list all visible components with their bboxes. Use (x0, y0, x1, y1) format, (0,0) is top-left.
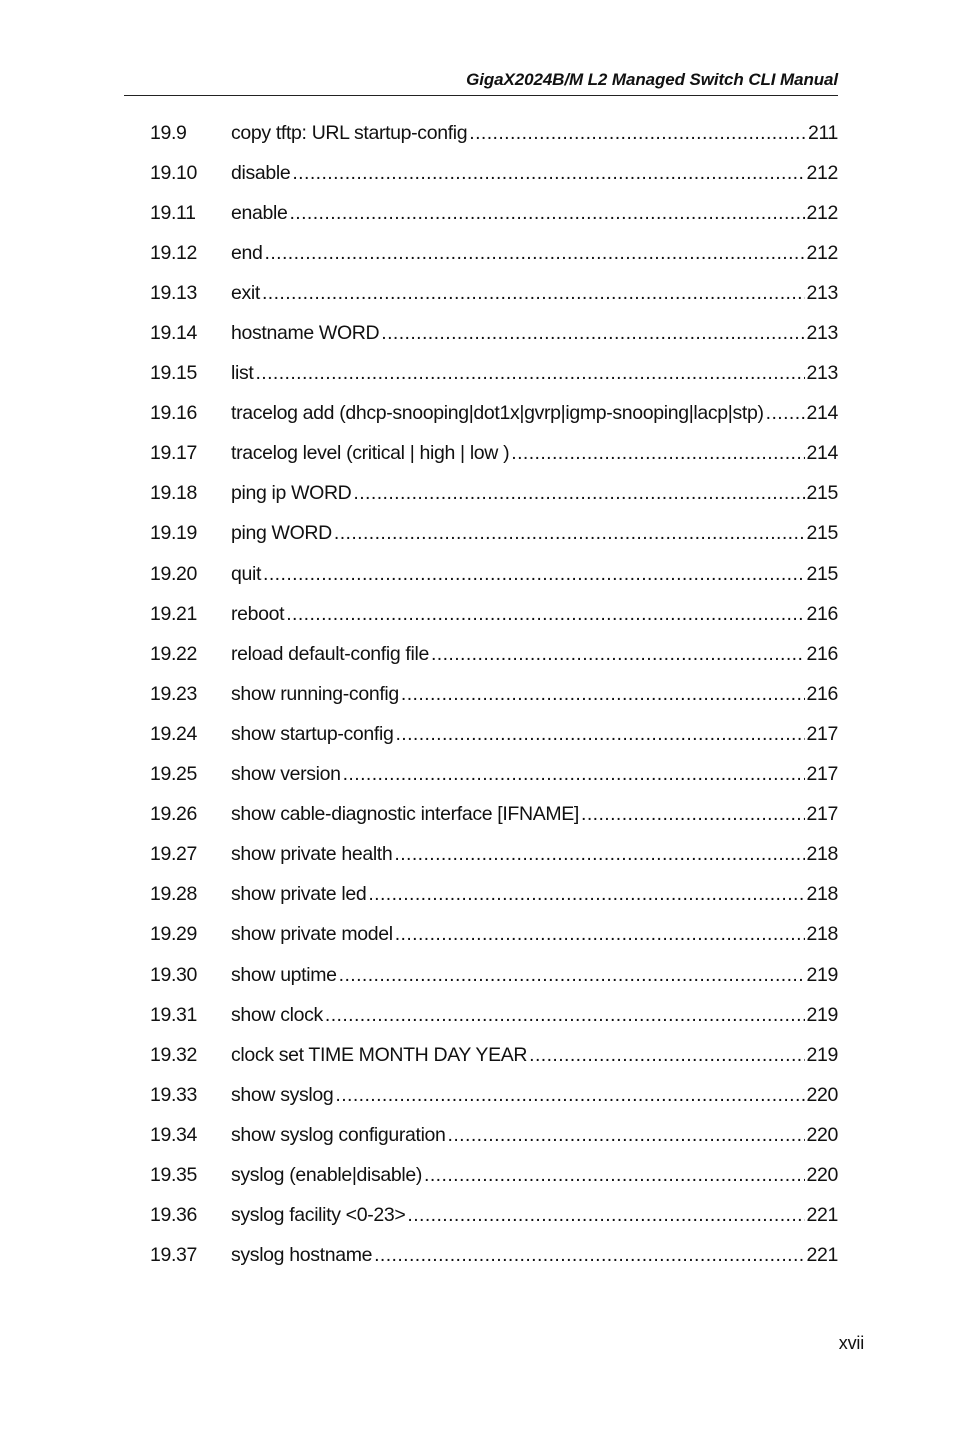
toc-dot-leader (368, 883, 804, 906)
toc-entry-number: 19.29 (150, 923, 198, 946)
toc-entry-page: 220 (806, 1123, 838, 1146)
toc-entry-page: 217 (806, 803, 838, 826)
toc-dot-leader (394, 843, 804, 866)
toc-entry-page: 215 (806, 562, 838, 585)
toc-entry-page: 215 (806, 482, 838, 505)
toc-entry-title: copy tftp: URL startup-config (231, 121, 468, 144)
toc-dot-leader (395, 723, 804, 746)
toc-dot-leader (334, 522, 805, 545)
toc-dot-leader (529, 1044, 804, 1067)
toc-entry-number: 19.25 (150, 763, 198, 786)
toc-dot-leader (265, 242, 805, 265)
toc-entry-page: 211 (807, 121, 838, 144)
toc-entry-number: 19.26 (150, 803, 198, 826)
toc-entry[interactable] (150, 835, 838, 875)
toc-entry-page: 216 (806, 682, 838, 705)
toc-entry-title: end (231, 241, 263, 264)
toc-dot-leader (353, 482, 804, 505)
toc-entry-number: 19.37 (150, 1244, 198, 1267)
toc-entry-page: 213 (806, 281, 838, 304)
toc-entry[interactable] (150, 915, 838, 955)
toc-entry-page: 213 (806, 322, 838, 345)
toc-entry-number: 19.28 (150, 883, 198, 906)
toc-dot-leader (292, 162, 804, 185)
toc-dot-leader (431, 643, 805, 666)
toc-entry-title: show private health (231, 843, 393, 866)
toc-entry[interactable] (150, 153, 838, 193)
toc-entry[interactable] (150, 875, 838, 915)
toc-entry[interactable] (150, 1035, 838, 1075)
toc-entry-page: 219 (806, 1043, 838, 1066)
toc-dot-leader (263, 563, 804, 586)
toc-entry-page: 217 (806, 722, 838, 745)
toc-entry[interactable] (150, 394, 838, 434)
toc-entry[interactable] (150, 1236, 838, 1276)
manual-title: GigaX2024B/M L2 Managed Switch CLI Manual (466, 70, 838, 89)
toc-entry-number: 19.15 (150, 362, 198, 385)
toc-dot-leader (448, 1124, 805, 1147)
toc-entry-title: tracelog level (critical | high | low ) (231, 442, 510, 465)
toc-entry-title: show uptime (231, 963, 337, 986)
toc-entry-title: show cable-diagnostic interface [IFNAME] (231, 803, 579, 826)
toc-entry-number: 19.21 (150, 602, 198, 625)
toc-dot-leader (424, 1164, 804, 1187)
toc-entry-title: tracelog add (dhcp-snooping|dot1x|gvrp|igmp-snooping|lacp|stp) (231, 402, 764, 425)
toc-entry-title: quit (231, 562, 262, 585)
toc-dot-leader (286, 603, 804, 626)
toc-dot-leader (343, 763, 805, 786)
toc-entry-page: 216 (806, 642, 838, 665)
toc-entry-page: 217 (806, 763, 838, 786)
toc-entry-page: 219 (806, 963, 838, 986)
toc-entry-title: show running-config (231, 682, 399, 705)
toc-entry[interactable] (150, 1115, 838, 1155)
toc-entry[interactable] (150, 113, 838, 153)
page-number: xvii (838, 1333, 864, 1353)
toc-entry-page: 220 (806, 1163, 838, 1186)
toc-dot-leader (395, 923, 805, 946)
toc-entry-page: 220 (806, 1083, 838, 1106)
toc-entry-number: 19.20 (150, 562, 198, 585)
toc-entry-number: 19.33 (150, 1083, 198, 1106)
toc-entry[interactable] (150, 714, 838, 754)
toc-entry-page: 221 (806, 1204, 838, 1227)
toc-entry-page: 212 (806, 241, 838, 264)
toc-dot-leader (374, 1244, 804, 1267)
toc-entry-number: 19.30 (150, 963, 198, 986)
toc-entry-page: 214 (806, 402, 838, 425)
page-header (124, 68, 838, 96)
toc-entry-title: exit (231, 281, 260, 304)
toc-entry-number: 19.18 (150, 482, 198, 505)
toc-entry[interactable] (150, 1155, 838, 1195)
toc-entry-title: ping WORD (231, 522, 332, 545)
toc-entry-number: 19.13 (150, 281, 198, 304)
toc-entry[interactable] (150, 674, 838, 714)
toc-dot-leader (469, 122, 806, 145)
toc-entry-title: hostname WORD (231, 322, 380, 345)
toc-entry-title: disable (231, 161, 291, 184)
toc-entry-number: 19.22 (150, 642, 198, 665)
toc-entry-number: 19.17 (150, 442, 198, 465)
toc-entry-number: 19.24 (150, 722, 198, 745)
toc-entry[interactable] (150, 193, 838, 233)
toc-dot-leader (381, 322, 804, 345)
toc-entry-number: 19.34 (150, 1123, 198, 1146)
toc-entry[interactable] (150, 755, 838, 795)
toc-dot-leader (407, 1204, 804, 1227)
toc-entry-number: 19.32 (150, 1043, 198, 1066)
toc-entry-title: syslog hostname (231, 1244, 373, 1267)
toc-entry-title: show clock (231, 1003, 323, 1026)
toc-entry[interactable] (150, 434, 838, 474)
toc-entry-title: syslog (enable|disable) (231, 1163, 423, 1186)
toc-entry[interactable] (150, 1196, 838, 1236)
toc-entry[interactable] (150, 955, 838, 995)
toc-entry-number: 19.27 (150, 843, 198, 866)
toc-entry-title: clock set TIME MONTH DAY YEAR (231, 1043, 528, 1066)
toc-entry-title: enable (231, 201, 288, 224)
toc-entry-title: show syslog configuration (231, 1123, 446, 1146)
toc-dot-leader (255, 362, 804, 385)
toc-entry[interactable] (150, 995, 838, 1035)
table-of-contents (150, 113, 838, 1276)
toc-entry[interactable] (150, 514, 838, 554)
toc-entry-page: 218 (806, 883, 838, 906)
toc-entry-number: 19.36 (150, 1204, 198, 1227)
toc-entry[interactable] (150, 1075, 838, 1115)
toc-entry-number: 19.16 (150, 402, 198, 425)
toc-entry-page: 213 (806, 362, 838, 385)
toc-entry-title: ping ip WORD (231, 482, 352, 505)
toc-entry[interactable] (150, 273, 838, 313)
toc-entry[interactable] (150, 634, 838, 674)
toc-entry-title: show private led (231, 883, 367, 906)
toc-entry-number: 19.10 (150, 161, 198, 184)
toc-entry-page: 212 (806, 161, 838, 184)
toc-entry-title: reload default-config file (231, 642, 429, 665)
toc-entry[interactable] (150, 354, 838, 394)
toc-entry-page: 218 (806, 843, 838, 866)
toc-dot-leader (581, 803, 805, 826)
toc-entry-title: show private model (231, 923, 393, 946)
toc-entry-number: 19.19 (150, 522, 198, 545)
toc-dot-leader (289, 202, 804, 225)
toc-entry-page: 221 (806, 1244, 838, 1267)
toc-entry-title: list (231, 362, 254, 385)
toc-entry-title: show syslog (231, 1083, 334, 1106)
toc-entry-page: 214 (806, 442, 838, 465)
toc-entry-page: 215 (806, 522, 838, 545)
toc-entry[interactable] (150, 233, 838, 273)
toc-dot-leader (335, 1084, 804, 1107)
toc-entry-number: 19.31 (150, 1003, 198, 1026)
toc-entry-number: 19.12 (150, 241, 198, 264)
toc-dot-leader (262, 282, 805, 305)
toc-entry[interactable] (150, 594, 838, 634)
toc-entry-title: reboot (231, 602, 285, 625)
toc-dot-leader (511, 442, 804, 465)
toc-entry[interactable] (150, 795, 838, 835)
toc-entry-page: 212 (806, 201, 838, 224)
toc-entry-page: 218 (806, 923, 838, 946)
toc-entry-number: 19.35 (150, 1163, 198, 1186)
toc-entry-title: syslog facility <0-23> (231, 1204, 406, 1227)
toc-entry-title: show version (231, 763, 341, 786)
toc-entry[interactable] (150, 313, 838, 353)
toc-entry-number: 19.14 (150, 322, 198, 345)
toc-dot-leader (325, 1004, 805, 1027)
toc-entry[interactable] (150, 474, 838, 514)
toc-entry-title: show startup-config (231, 722, 394, 745)
toc-entry-number: 19.23 (150, 682, 198, 705)
toc-dot-leader (339, 964, 805, 987)
toc-entry[interactable] (150, 554, 838, 594)
toc-dot-leader (766, 402, 805, 425)
toc-dot-leader (401, 683, 805, 706)
toc-entry-page: 219 (806, 1003, 838, 1026)
toc-entry-number: 19.11 (150, 201, 196, 224)
toc-entry-page: 216 (806, 602, 838, 625)
toc-entry-number: 19.9 (150, 121, 187, 144)
